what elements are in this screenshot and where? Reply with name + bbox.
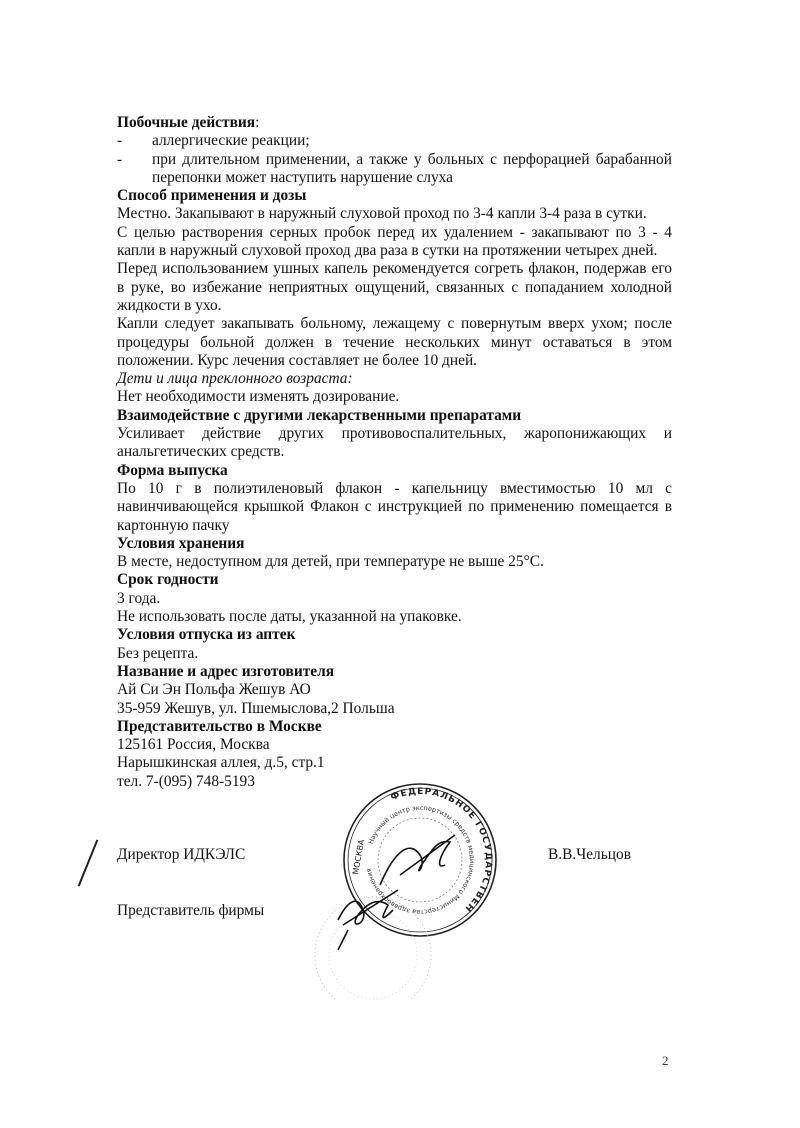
section-heading-storage: Условия хранения [117, 534, 245, 552]
paragraph: Нет необходимости изменять дозирование. [117, 388, 400, 406]
director-name: В.В.Чельцов [548, 846, 631, 863]
paragraph: Перед использованием ушных капель рекомендуется согреть флакон, подержав его в руке, во избежание неприятных ощущений, связанных с попаданием холодной жидкости в ухо. [117, 260, 672, 314]
paragraph: Без рецепта. [117, 644, 199, 662]
paragraph: 3 года. [117, 589, 161, 607]
section-heading-dosage: Способ применения и дозы [117, 187, 307, 205]
signature-slash-mark [78, 839, 99, 886]
section-heading-shelf-life: Срок годности [117, 571, 219, 589]
section-heading-dispensing: Условия отпуска из аптек [117, 626, 296, 644]
section-heading-moscow-office: Представительство в Москве [117, 717, 322, 735]
stamp-outer-text: ФЕДЕРАЛЬНОЕ ГОСУДАРСТВЕН [389, 786, 494, 914]
faint-stamp-icon [278, 880, 458, 1000]
section-heading-side-effects [117, 114, 672, 132]
representative-signature [338, 890, 398, 950]
paragraph: Ай Си Эн Польфа Жешув АО [117, 681, 311, 699]
paragraph: 125161 Россия, Москва [117, 736, 270, 754]
stamp-inner-text: Научный центр экспертизы средств медицинского Министерства здравоохранения [364, 803, 477, 917]
paragraph: Капли следует закапывать больному, лежащему с повернутым вверх ухом; после процедуры больной должен в течение нескольких минут оставаться в этом положении. Курс лечения составляет не более 10 дней. [117, 315, 672, 369]
list-item-text: при длительном применении, а также у больных с перфорацией барабанной перепонки может наступить нарушение слуха [152, 150, 672, 186]
subheading-children-elderly: Дети и лица преклонного возраста: [117, 370, 353, 388]
bullet-dash: - [117, 150, 123, 168]
representative-label: Представитель фирмы [117, 902, 265, 919]
signature-scribble [380, 835, 455, 885]
paragraph: Не использовать после даты, указанной на упаковке. [117, 608, 462, 626]
paragraph: тел. 7-(095) 748-5193 [117, 772, 255, 790]
section-heading-manufacturer: Название и адрес изготовителя [117, 662, 335, 680]
list-item [117, 151, 672, 188]
paragraph: Усиливает действие других противовоспалительных, жаропонижающих и анальгетических средств. [117, 425, 672, 461]
paragraph: По 10 г в полиэтиленовый флакон - капельницу вместимостью 10 мл с навинчивающейся крышкой Флакон с инструкцией по применению помещается в картонную пачку [117, 479, 672, 534]
director-label: Директор ИДКЭЛС [117, 846, 246, 863]
heading-colon: : [255, 114, 260, 131]
page-number: 2 [662, 1053, 669, 1068]
stamp-city: МОСКВА [351, 838, 367, 876]
paragraph: В месте, недоступном для детей, при температуре не выше 25°С. [117, 553, 544, 571]
paragraph: С целью растворения серных пробок перед их удалением - закапывают по 3 - 4 капли в наружный слуховой проход два раза в сутки на протяжении четырех дней. [117, 223, 672, 260]
list-item [117, 132, 672, 150]
paragraph: Местно. Закапывают в наружный слуховой проход по 3-4 капли 3-4 раза в сутки. [117, 205, 647, 223]
list-item-text: аллергические реакции; [152, 132, 310, 150]
paragraph: Нарышкинская аллея, д.5, стр.1 [117, 754, 325, 772]
section-heading-release-form: Форма выпуска [117, 461, 228, 479]
section-heading-interaction: Взаимодействие с другими лекарственными препаратами [117, 406, 522, 424]
paragraph: 35-959 Жешув, ул. Пшемыслова,2 Польша [117, 699, 395, 717]
heading-text: Побочные действия [117, 114, 256, 131]
bullet-dash: - [117, 132, 123, 150]
document-page [117, 114, 672, 791]
